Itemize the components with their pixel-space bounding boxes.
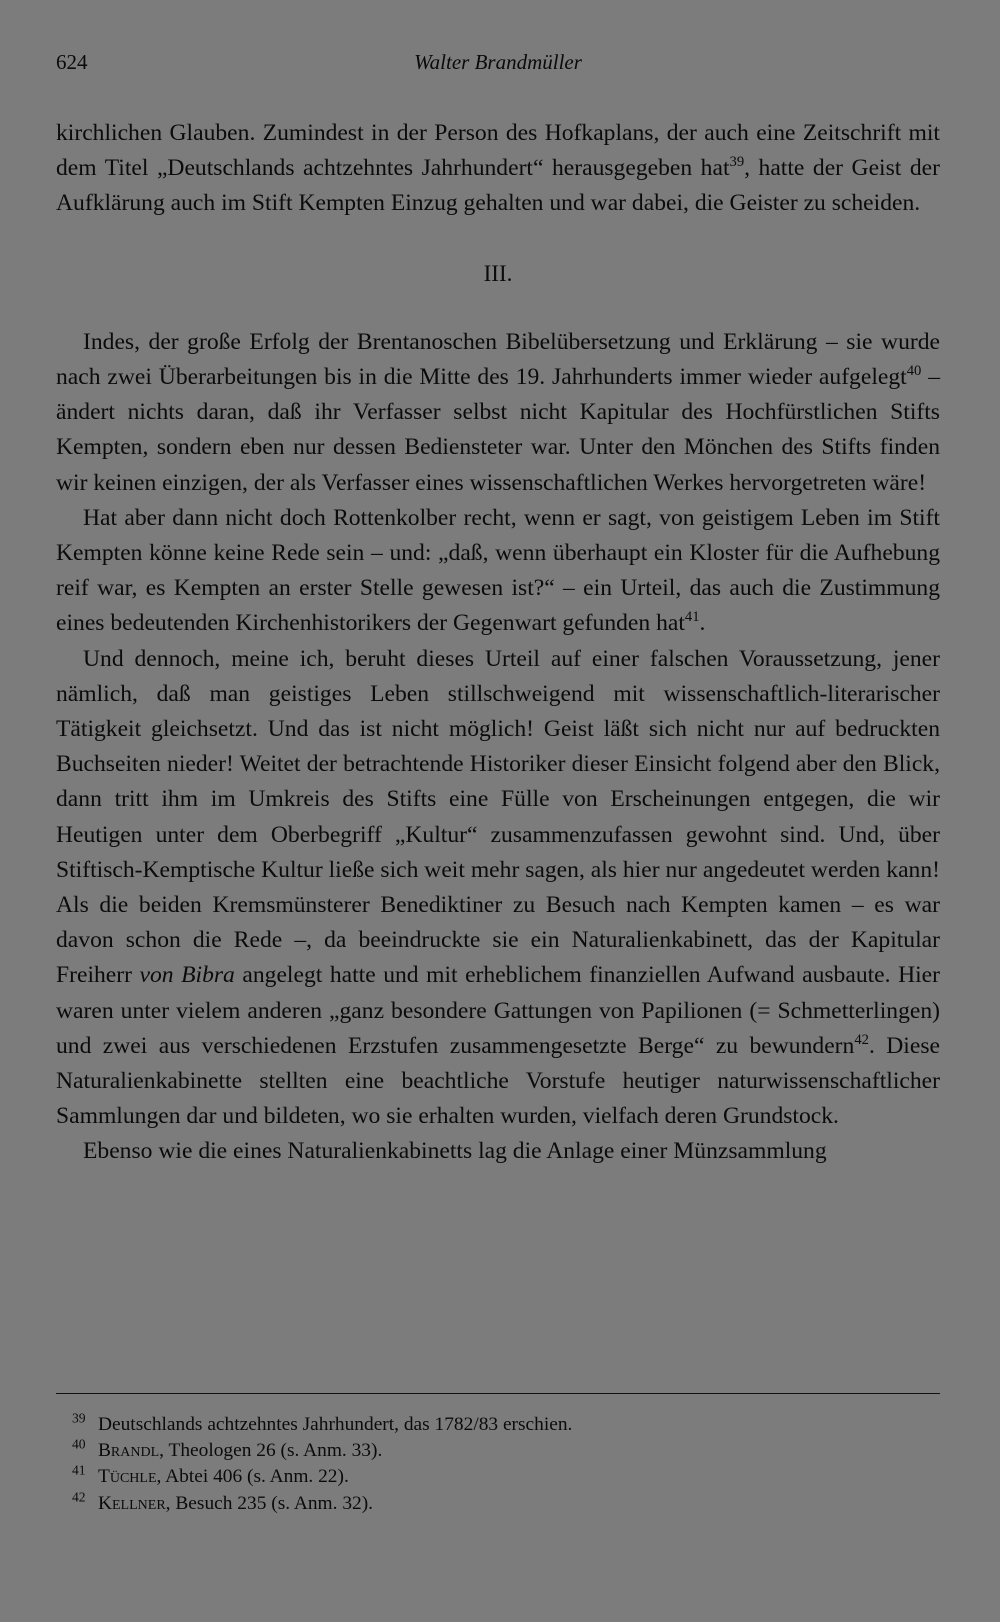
footnote-41: [72, 1464, 932, 1490]
footnote-ref-41[interactable]: 41: [684, 609, 700, 626]
footnote-ref-40[interactable]: 40: [906, 363, 922, 380]
footnote-39: [72, 1412, 932, 1438]
footnote-40: [72, 1438, 932, 1464]
footnote-ref-42[interactable]: 42: [854, 1032, 869, 1049]
paragraph-2-text-a: Indes, der große Erfolg der Brentanoschen Bibelübersetzung und Erklärung – sie wurde nach zwei Überarbeitungen bis in die Mitte des 19. Jahrhunderts immer wieder aufgelegt: [56, 328, 940, 391]
footnote-number: 40: [72, 1436, 86, 1452]
paragraph-5: Ebenso wie die eines Naturalienkabinetts lag die Anlage einer Münzsammlung: [83, 1138, 827, 1165]
paragraph-2: [56, 325, 940, 501]
paragraph-1: [56, 116, 940, 222]
footnote-ref-39[interactable]: 39: [729, 154, 745, 171]
paragraph-3-text-a: Hat aber dann nicht doch Rottenkolber recht, wenn er sagt, von geistigem Leben im Stift Kempten könne keine Rede sein – und: „daß, wenn überhaupt ein Kloster für die Aufhebung reif war, es Kempten an erster Stelle gewesen ist?“ – ein Urteil, das auch die Zustimmung eines bedeutenden Kirchenhistorikers der Gegenwart gefunden hat: [56, 504, 940, 637]
section-heading: III.: [483, 260, 513, 286]
footnote-number: 41: [72, 1462, 86, 1478]
paragraph-4-text-a: Und dennoch, meine ich, beruht dieses Urteil auf einer falschen Voraussetzung, jener nämlich, daß man geistiges Leben stillschweigend mit wissenschaftlich-literarischer Tätigkeit gleichsetzt. Und das ist nicht möglich! Geist läßt sich nicht nur auf bedruckten Buchseiten nieder! Weitet der betrachtende Historiker dieser Einsicht folgend aber den Blick, dann tritt ihm im Umkreis des Stifts eine Fülle von Erscheinungen entgegen, die wir Heutigen unter dem Oberbegriff „Kultur“ zusammenzufassen gewohnt sind. Und, über Stiftisch-Kemptische Kultur ließe sich weit mehr sagen, als hier nur angedeutet werden kann! Als die beiden Kremsmünsterer Benediktiner zu Besuch nach Kempten kamen – es war davon schon die Rede –, da beeindruckte sie ein Naturalienkabinett, das der Kapitular Freiherr: [56, 645, 940, 989]
footnote-author: Brandl: [98, 1440, 160, 1462]
paragraph-3: [56, 501, 940, 642]
footnote-divider: [56, 1393, 940, 1394]
paragraph-4: [56, 642, 940, 1135]
footnote-number: 39: [72, 1410, 86, 1426]
footnote-text: Deutschlands achtzehntes Jahrhundert, das 1782/83 erschien.: [98, 1414, 573, 1435]
footnote-42: [72, 1491, 932, 1517]
footnote-text: , Abtei 406 (s. Anm. 22).: [156, 1466, 349, 1488]
paragraph-3-text-b: .: [699, 610, 706, 637]
page-number: 624: [56, 50, 88, 74]
running-title: Walter Brandmüller: [414, 50, 582, 74]
footnote-text: , Theologen 26 (s. Anm. 33).: [159, 1440, 383, 1462]
paragraph-4-text-b: angelegt hatte und mit erheblichem finanziellen Aufwand ausbaute. Hier waren unter vielem anderen „ganz besondere Gattungen von Papilionen (= Schmetterlingen) und zwei aus verschiedenen Erzstufen zusammengesetzte Berge“ zu bewundern: [56, 962, 940, 1059]
footnote-number: 42: [72, 1489, 86, 1505]
page-header: [56, 50, 940, 80]
footnotes: [72, 1412, 932, 1517]
footnote-author: Kellner: [98, 1492, 166, 1514]
footnote-text: , Besuch 235 (s. Anm. 32).: [165, 1492, 374, 1514]
paragraph-4-text-c: . Diese Naturalienkabinette stellten eine beachtliche Vorstufe heutiger naturwissenschaftlicher Sammlungen dar und bildeten, wo sie erhalten wurden, vielfach deren Grundstock.: [56, 1032, 940, 1130]
footnote-author: Tüchle: [98, 1466, 157, 1488]
paragraph-1-text-a: kirchlichen Glauben. Zumindest in der Person des Hofkaplans, der auch eine Zeitschrift mit dem Titel „Deutschlands achtzehntes Jahrhundert“ herausgegeben hat: [56, 120, 940, 182]
paragraph-2-text-b: – ändert nichts daran, daß ihr Verfasser selbst nicht Kapitular des Hochfürstlichen Stifts Kempten, sondern eben nur dessen Bediensteter war. Unter den Mönchen des Stifts finden wir keinen einzigen, der als Verfasser eines wissenschaftlichen Werkes hervorgetreten wäre!: [56, 364, 940, 496]
paragraph-1-text-b: , hatte der Geist der Aufklärung auch im Stift Kempten Einzug gehalten und war dabei, die Geister zu scheiden.: [56, 155, 940, 217]
paragraph-4-italic-name: von Bibra: [139, 962, 235, 989]
body-text: [56, 116, 940, 1170]
